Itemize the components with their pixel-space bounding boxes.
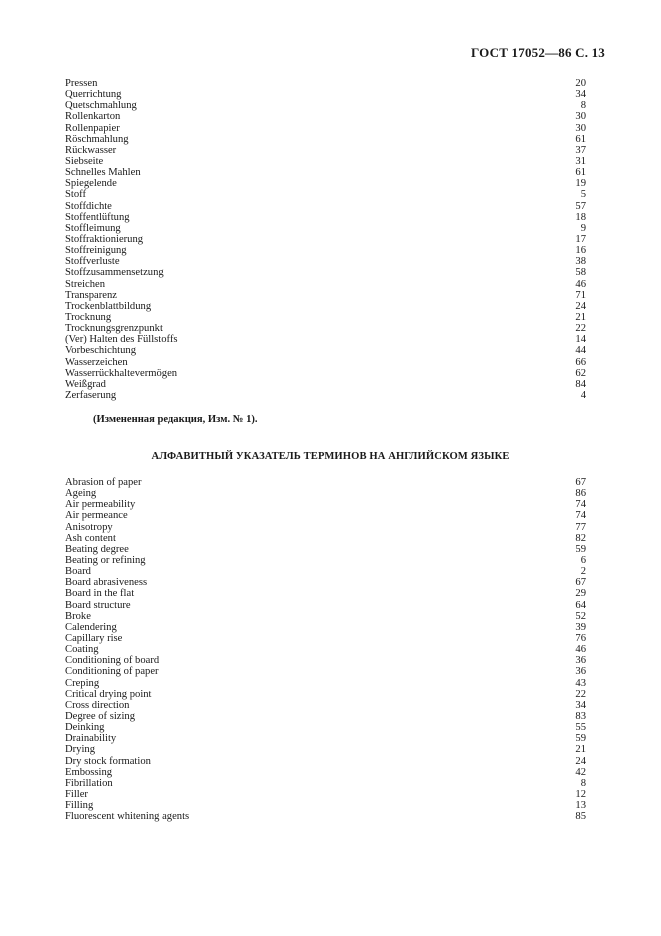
index-row (65, 111, 586, 122)
index-term: Rollenpapier (65, 122, 120, 134)
index-term: Beating degree (65, 543, 129, 555)
index-page-number: 71 (575, 289, 586, 301)
index-row (65, 368, 586, 379)
index-row (65, 312, 586, 323)
index-term: Pressen (65, 78, 98, 89)
index-row (65, 644, 586, 655)
index-term: Stoffverluste (65, 256, 120, 268)
index-page-number: 66 (575, 356, 586, 368)
index-term: Air permeance (65, 510, 128, 522)
index-term: Trockenblattbildung (65, 300, 152, 312)
index-term: Beating or refining (65, 554, 146, 566)
index-page-number: 12 (575, 788, 586, 800)
index-term: Weißgrad (65, 378, 106, 390)
index-row (65, 178, 586, 189)
index-row (65, 633, 586, 644)
index-term: Filler (65, 788, 88, 800)
index-term: Streichen (65, 278, 106, 290)
index-term: Quetschmahlung (65, 100, 137, 112)
index-row (65, 655, 586, 666)
index-page-number: 21 (575, 311, 586, 323)
index-term: Abrasion of paper (65, 477, 142, 488)
index-row (65, 345, 586, 356)
index-page-number: 61 (575, 133, 586, 145)
index-term: Board (65, 566, 91, 578)
index-page-number: 19 (575, 178, 586, 190)
index-row (65, 323, 586, 334)
index-row (65, 245, 586, 256)
index-row (65, 78, 586, 89)
index-term: Conditioning of board (65, 655, 160, 667)
index-row (65, 89, 586, 100)
index-page-number: 6 (580, 554, 586, 566)
index-page-number: 9 (580, 222, 586, 234)
index-page-number: 24 (575, 755, 586, 767)
index-term: (Ver) Halten des Füllstoffs (65, 334, 178, 346)
index-row (65, 700, 586, 711)
index-page-number: 37 (575, 144, 586, 156)
index-page-number: 31 (575, 155, 586, 167)
index-term: Fluorescent whitening agents (65, 811, 190, 823)
index-term: Board abrasiveness (65, 577, 148, 589)
index-row (65, 134, 586, 145)
revision-note: (Измененная редакция, Изм. № 1). (93, 414, 258, 425)
index-term: Transparenz (65, 289, 117, 301)
index-row (65, 767, 586, 778)
index-row (65, 577, 586, 588)
index-row (65, 167, 586, 178)
index-page-number: 55 (575, 722, 586, 734)
index-page-number: 22 (575, 323, 586, 335)
index-term: Board structure (65, 599, 131, 611)
index-page-number: 13 (575, 800, 586, 812)
index-page-number: 67 (575, 477, 586, 488)
index-term: Stoffleimung (65, 222, 121, 234)
index-row (65, 256, 586, 267)
index-term: Schnelles Mahlen (65, 167, 141, 179)
index-term: Coating (65, 644, 99, 656)
index-row (65, 201, 586, 212)
section-title: АЛФАВИТНЫЙ УКАЗАТЕЛЬ ТЕРМИНОВ НА АНГЛИЙСКОМ ЯЗЫКЕ (151, 451, 510, 462)
index-row (65, 379, 586, 390)
index-page-number: 84 (575, 378, 586, 390)
index-page-number: 85 (575, 811, 586, 823)
index-term: Board in the flat (65, 588, 135, 600)
page-header: ГОСТ 17052—86 С. 13 (471, 45, 605, 60)
index-page-number: 39 (575, 621, 586, 633)
index-page-number: 20 (575, 78, 586, 89)
index-row (65, 600, 586, 611)
index-term: Wasserrückhaltevermögen (65, 367, 178, 379)
index-row (65, 555, 586, 566)
index-row (65, 290, 586, 301)
index-page-number: 59 (575, 543, 586, 555)
index-row (65, 212, 586, 223)
index-term: Drying (65, 744, 96, 756)
index-row (65, 522, 586, 533)
index-page-number: 46 (575, 644, 586, 656)
index-page-number: 2 (580, 566, 586, 578)
index-term: Embossing (65, 766, 113, 778)
index-row (65, 123, 586, 134)
index-row (65, 510, 586, 521)
index-term: Deinking (65, 722, 105, 734)
index-page-number: 67 (575, 577, 586, 589)
index-page-number: 42 (575, 766, 586, 778)
index-term: Rückwasser (65, 144, 117, 156)
index-page-number: 29 (575, 588, 586, 600)
index-row (65, 778, 586, 789)
index-row (65, 689, 586, 700)
index-row (65, 267, 586, 278)
index-term: Spiegelende (65, 178, 117, 190)
index-term: Critical drying point (65, 688, 152, 700)
index-page-number: 8 (580, 100, 586, 112)
index-page-number: 76 (575, 632, 586, 644)
index-term: Filling (65, 800, 94, 812)
index-term: Cross direction (65, 699, 130, 711)
index-page-number: 46 (575, 278, 586, 290)
index-page-number: 18 (575, 211, 586, 223)
index-term: Stoffentlüftung (65, 211, 130, 223)
index-term: Capillary rise (65, 632, 123, 644)
index-page-number: 43 (575, 677, 586, 689)
index-row (65, 678, 586, 689)
index-page-number: 5 (580, 189, 586, 201)
index-term: Calendering (65, 621, 117, 633)
index-row (65, 744, 586, 755)
index-row (65, 390, 586, 401)
index-row (65, 488, 586, 499)
index-term: Stoff (65, 189, 86, 201)
index-row (65, 301, 586, 312)
index-page-number: 83 (575, 710, 586, 722)
german-term-index (65, 78, 586, 401)
index-row (65, 477, 586, 488)
index-page-number: 77 (575, 521, 586, 533)
index-row (65, 622, 586, 633)
index-page-number: 30 (575, 122, 586, 134)
index-page-number: 21 (575, 744, 586, 756)
index-term: Broke (65, 610, 91, 622)
index-page-number: 57 (575, 200, 586, 212)
index-term: Wasserzeichen (65, 356, 128, 368)
index-term: Stoffdichte (65, 200, 112, 212)
index-term: Zerfaserung (65, 389, 117, 401)
index-row (65, 156, 586, 167)
index-page-number: 59 (575, 733, 586, 745)
index-row (65, 499, 586, 510)
index-term: Vorbeschichtung (65, 345, 137, 357)
index-row (65, 566, 586, 577)
index-row (65, 334, 586, 345)
index-term: Siebseite (65, 155, 104, 167)
index-page-number: 86 (575, 488, 586, 500)
index-term: Röschmahlung (65, 133, 129, 145)
index-term: Trocknungsgrenzpunkt (65, 323, 163, 335)
index-page-number: 38 (575, 256, 586, 268)
index-term: Degree of sizing (65, 710, 136, 722)
index-term: Ash content (65, 532, 116, 544)
index-row (65, 279, 586, 290)
index-term: Anisotropy (65, 521, 113, 533)
index-term: Ageing (65, 488, 97, 500)
index-page-number: 8 (580, 777, 586, 789)
index-page-number: 22 (575, 688, 586, 700)
index-page-number: 36 (575, 666, 586, 678)
index-page-number: 62 (575, 367, 586, 379)
index-term: Stoffreinigung (65, 245, 127, 257)
index-row (65, 234, 586, 245)
index-term: Drainability (65, 733, 117, 745)
index-term: Dry stock formation (65, 755, 151, 767)
index-row (65, 666, 586, 677)
index-page-number: 34 (575, 89, 586, 101)
index-page-number: 74 (575, 510, 586, 522)
index-row (65, 588, 586, 599)
index-row (65, 533, 586, 544)
index-row (65, 722, 586, 733)
index-term: Stoffraktionierung (65, 233, 144, 245)
index-row (65, 711, 586, 722)
index-page-number: 64 (575, 599, 586, 611)
index-row (65, 357, 586, 368)
index-term: Fibrillation (65, 777, 113, 789)
index-term: Conditioning of paper (65, 666, 159, 678)
index-term: Querrichtung (65, 89, 122, 101)
index-row (65, 733, 586, 744)
index-row (65, 189, 586, 200)
index-term: Trocknung (65, 311, 112, 323)
index-page-number: 24 (575, 300, 586, 312)
index-page-number: 82 (575, 532, 586, 544)
english-term-index (65, 477, 586, 822)
index-row (65, 544, 586, 555)
index-page-number: 30 (575, 111, 586, 123)
index-page-number: 17 (575, 233, 586, 245)
index-page-number: 74 (575, 499, 586, 511)
index-term: Stoffzusammensetzung (65, 267, 164, 279)
index-row (65, 756, 586, 767)
index-page-number: 44 (575, 345, 586, 357)
index-row (65, 145, 586, 156)
index-row (65, 223, 586, 234)
index-page-number: 36 (575, 655, 586, 667)
index-page-number: 61 (575, 167, 586, 179)
index-term: Air permeability (65, 499, 136, 511)
index-term: Creping (65, 677, 100, 689)
index-page-number: 4 (580, 389, 586, 401)
index-term: Rollenkarton (65, 111, 121, 123)
index-row (65, 611, 586, 622)
index-row (65, 789, 586, 800)
index-page-number: 34 (575, 699, 586, 711)
index-row (65, 800, 586, 811)
index-page-number: 58 (575, 267, 586, 279)
index-page-number: 14 (575, 334, 586, 346)
index-row (65, 811, 586, 822)
index-page-number: 52 (575, 610, 586, 622)
index-page-number: 16 (575, 245, 586, 257)
index-row (65, 100, 586, 111)
